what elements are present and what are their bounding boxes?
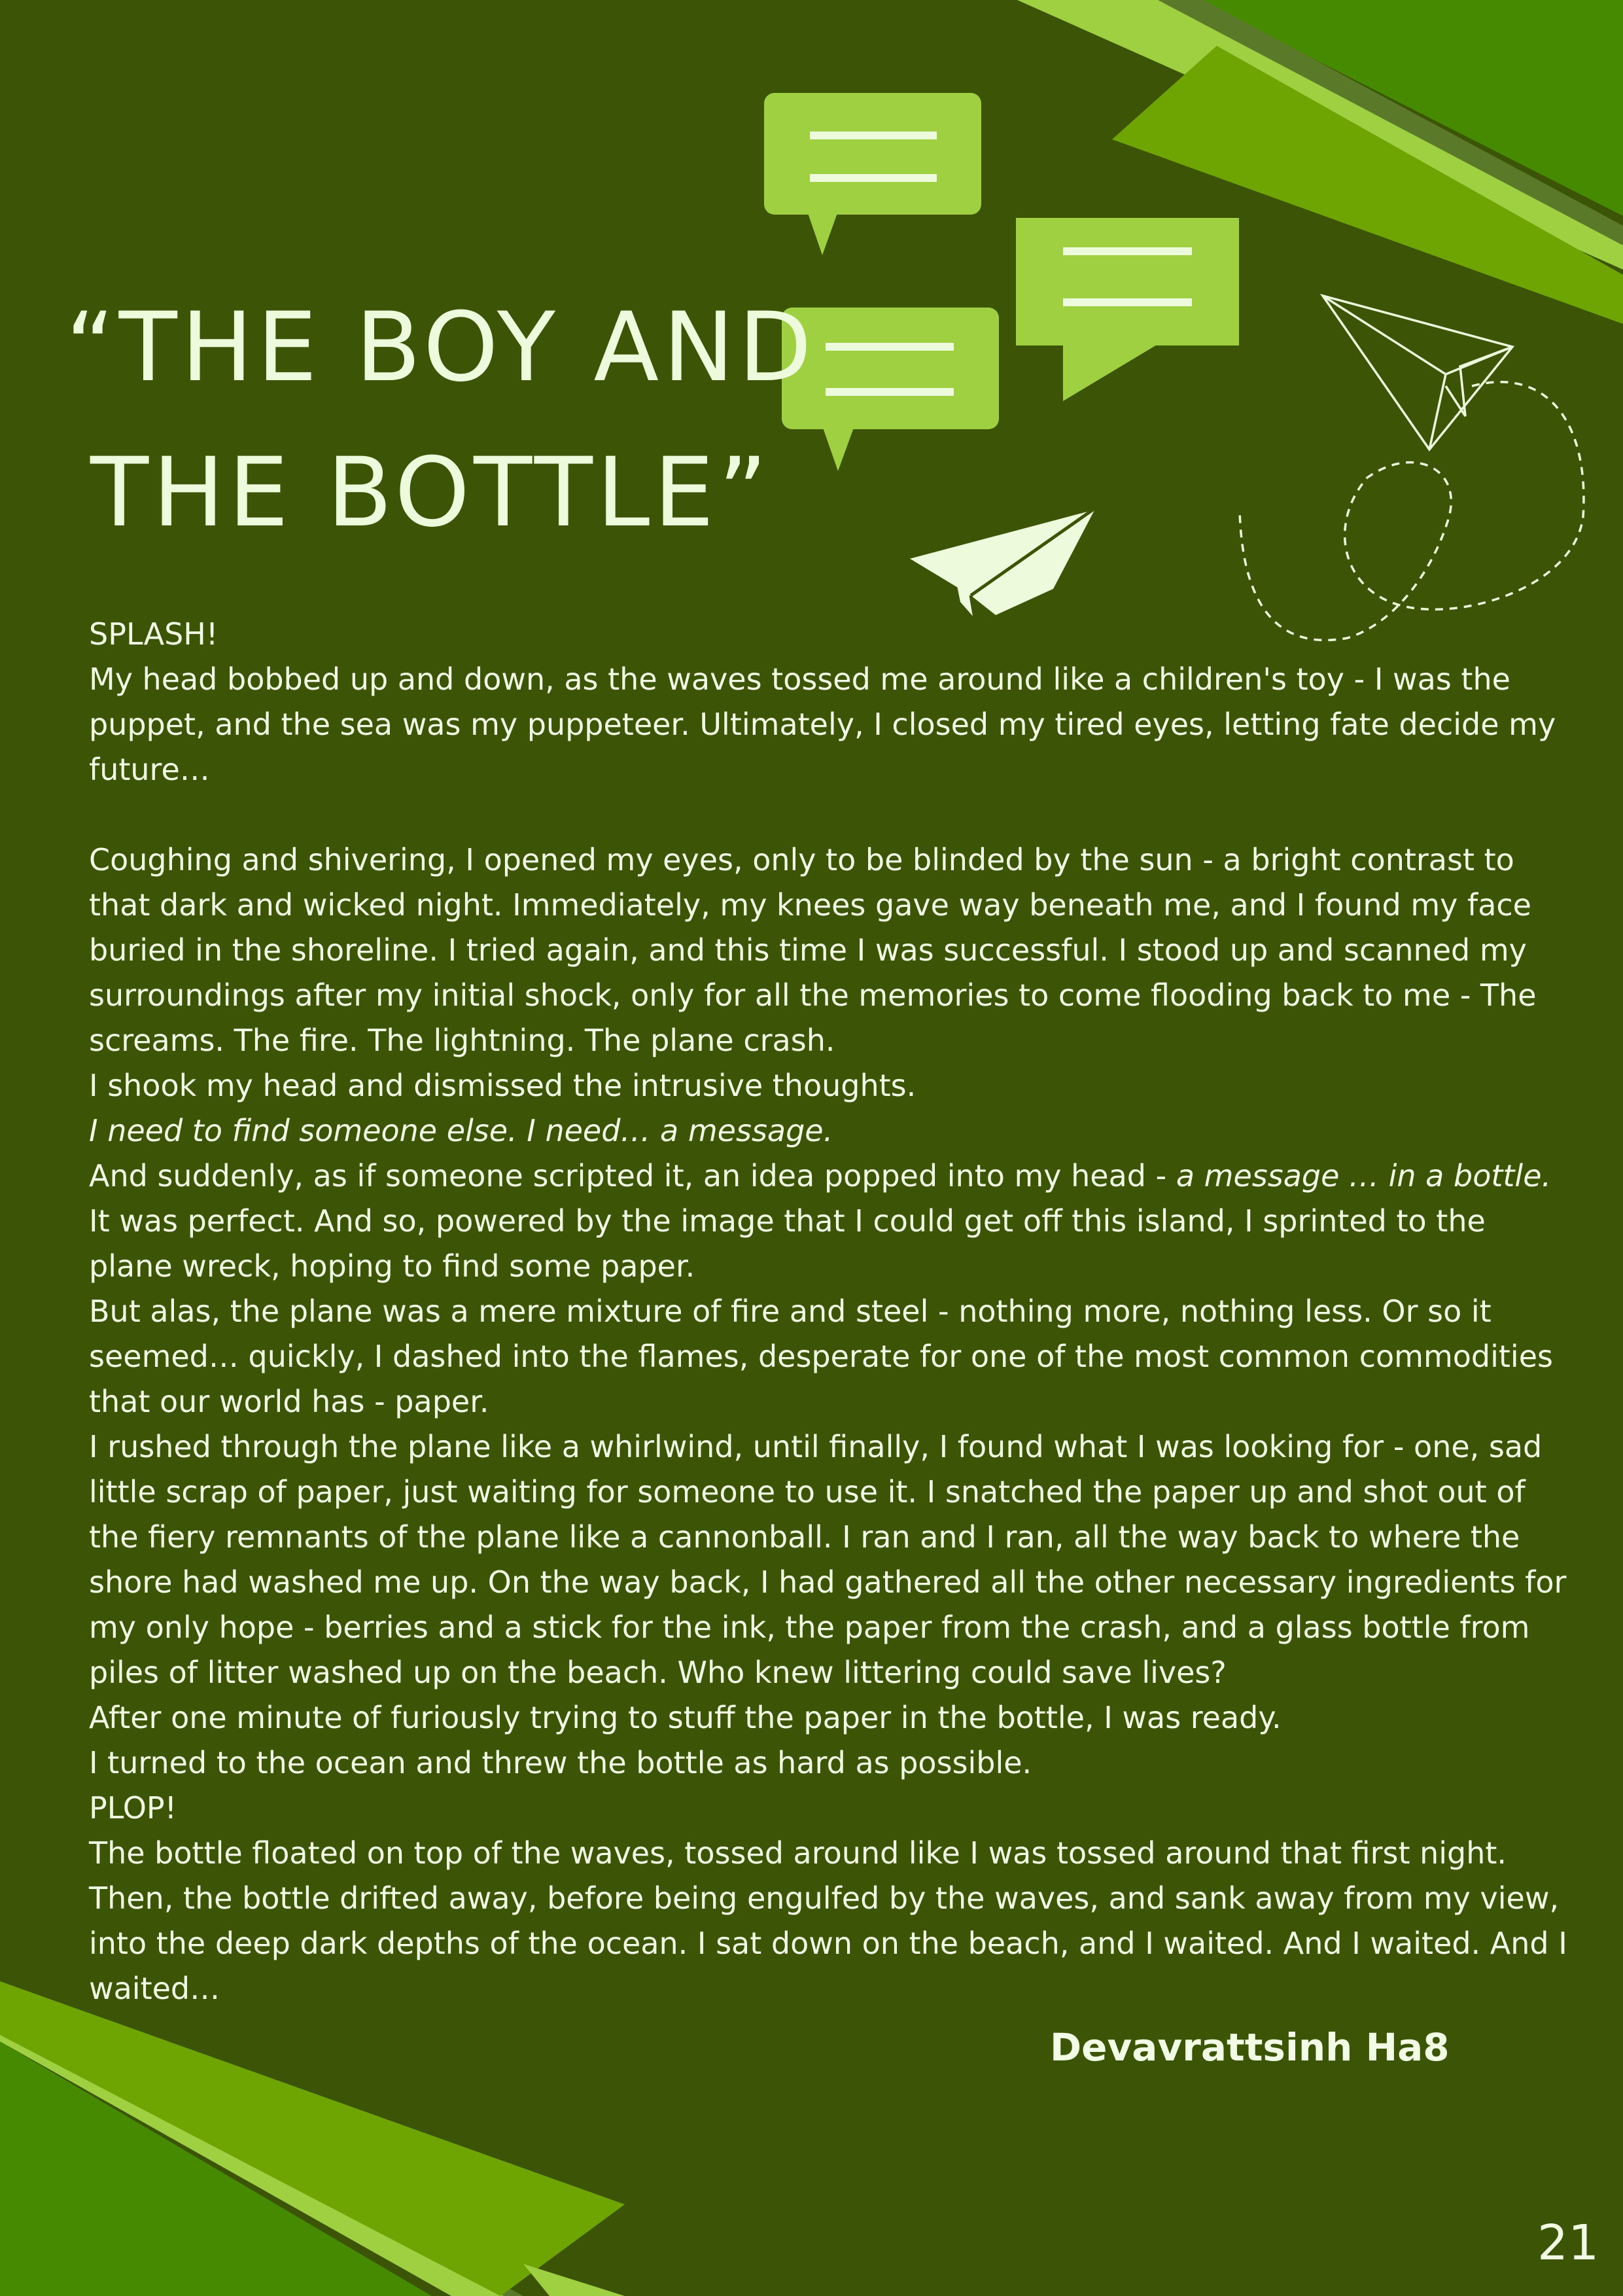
paragraph: that our world has - paper. [89, 1384, 489, 1419]
title-line-2: THE BOTTLE” [90, 437, 772, 548]
author-name: Devavrattsinh Ha8 [1050, 2025, 1450, 2070]
paragraph: plane wreck, hoping to find some paper. [89, 1248, 695, 1284]
title-line-1: “THE BOY AND [65, 292, 816, 403]
story-body [89, 612, 1567, 2011]
paragraph: shore had washed me up. On the way back, I had gathered all the other necessary ingredients for [89, 1564, 1567, 1600]
paragraph: piles of litter washed up on the beach. Who knew littering could save lives? [89, 1655, 1227, 1690]
paragraph: little scrap of paper, just waiting for someone to use it. I snatched the paper up and shot out of [89, 1474, 1526, 1510]
dashed-flight-path [1240, 382, 1584, 641]
paragraph: PLOP! [89, 1790, 177, 1826]
paragraph: seemed… quickly, I dashed into the flames, desperate for one of the most common commodities [89, 1339, 1553, 1374]
paragraph: my only hope - berries and a stick for the ink, the paper from the crash, and a glass bottle from [89, 1610, 1530, 1645]
paragraph: I rushed through the plane like a whirlwind, until finally, I found what I was looking for - one, sad [89, 1429, 1543, 1464]
paragraph: screams. The fire. The lightning. The plane crash. [89, 1023, 835, 1058]
paragraph: I shook my head and dismissed the intrusive thoughts. [89, 1068, 916, 1103]
paragraph: buried in the shoreline. I tried again, and this time I was successful. I stood up and scanned my [89, 932, 1527, 968]
paragraph: It was perfect. And so, powered by the image that I could get off this island, I sprinted to the [89, 1203, 1486, 1239]
paper-plane-outline-icon [1323, 296, 1512, 450]
paragraph: My head bobbed up and down, as the waves tossed me around like a children's toy - I was the [89, 662, 1510, 697]
paragraph-gap [89, 792, 1548, 838]
page-number: 21 [1537, 2215, 1599, 2271]
paragraph: the fiery remnants of the plane like a cannonball. I ran and I ran, all the way back to where the [89, 1519, 1520, 1555]
paragraph: SPLASH! [89, 616, 218, 652]
paragraph: puppet, and the sea was my puppeteer. Ultimately, I closed my tired eyes, letting fate decide my [89, 707, 1556, 742]
chat-bubble-icon [764, 93, 981, 255]
paper-plane-icon [908, 508, 1096, 618]
plain-text: And suddenly, as if someone scripted it, an idea popped into my head - [89, 1158, 1176, 1193]
paragraph: future… [89, 752, 210, 787]
paragraph: Then, the bottle drifted away, before being engulfed by the waves, and sank away from my view, [89, 1881, 1560, 1916]
paragraph: waited… [89, 1971, 220, 2006]
chat-bubble-icon [1016, 218, 1239, 401]
italic-text: I need to find someone else. I need… a message. [89, 1113, 833, 1148]
paragraph: But alas, the plane was a mere mixture of fire and steel - nothing more, nothing less. Or so it [89, 1294, 1492, 1329]
paragraph: that dark and wicked night. Immediately, my knees gave way beneath me, and I found my face [89, 887, 1531, 923]
paragraph: I turned to the ocean and threw the bottle as hard as possible. [89, 1745, 1032, 1780]
bottom-left-far-stripe [523, 2264, 625, 2296]
paragraph [89, 1154, 1552, 1199]
italic-text: a message … in a bottle. [1176, 1158, 1552, 1193]
paragraph: into the deep dark depths of the ocean. I sat down on the beach, and I waited. And I waited. And I [89, 1926, 1567, 1961]
paragraph-italic [89, 1108, 1548, 1154]
paragraph: surroundings after my initial shock, only for all the memories to come flooding back to me - The [89, 978, 1537, 1013]
paragraph: Coughing and shivering, I opened my eyes, only to be blinded by the sun - a bright contrast to [89, 842, 1514, 877]
paragraph: The bottle floated on top of the waves, tossed around like I was tossed around that first night. [89, 1835, 1507, 1871]
paragraph: After one minute of furiously trying to stuff the paper in the bottle, I was ready. [89, 1700, 1282, 1735]
